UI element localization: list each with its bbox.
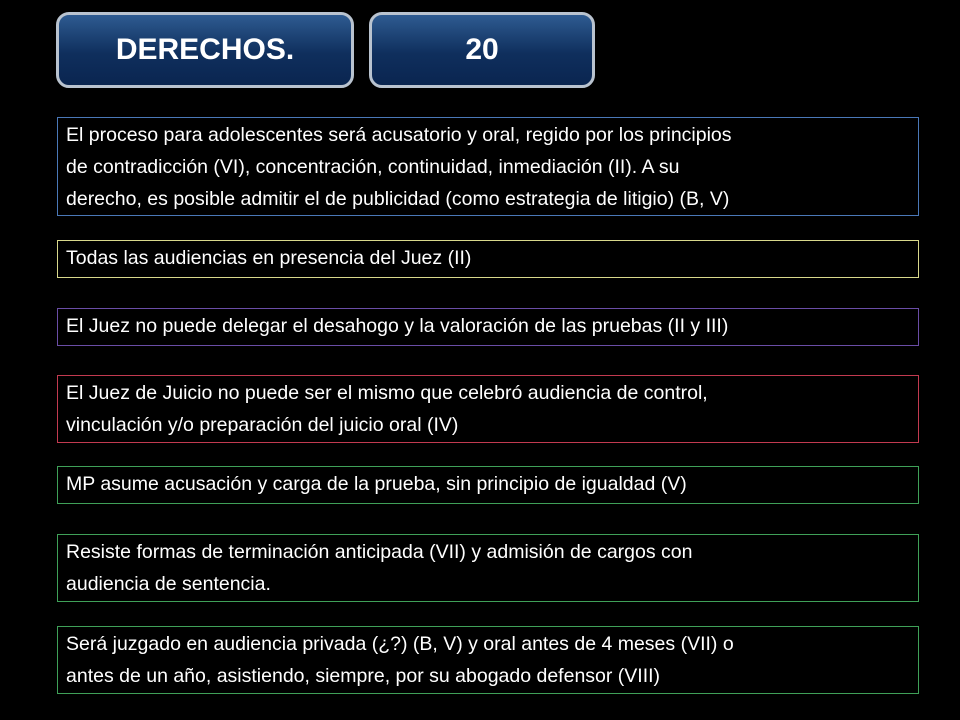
number-label: 20	[465, 33, 499, 66]
title-label: DERECHOS.	[115, 33, 295, 66]
text-box-early-termination: Resiste formas de terminación anticipada (VII) y admisión de cargos con audiencia de sentencia.	[57, 534, 919, 602]
number-button	[369, 12, 595, 88]
text-box-private-hearing: Será juzgado en audiencia privada (¿?) (B, V) y oral antes de 4 meses (VII) o antes de un año, asistiendo, siempre, por su abogado defensor (VIII)	[57, 626, 919, 694]
text-box-hearings: Todas las audiencias en presencia del Juez (II)	[57, 240, 919, 278]
text-box-process: El proceso para adolescentes será acusatorio y oral, regido por los principios de contradicción (VI), concentración, continuidad, inmediación (II). A su derecho, es posible admitir el de publicidad (como estrategia de litigio) (B, V)	[57, 117, 919, 216]
title-button	[56, 12, 354, 88]
text-box-judge-delegation: El Juez no puede delegar el desahogo y la valoración de las pruebas (II y III)	[57, 308, 919, 346]
text-box-trial-judge: El Juez de Juicio no puede ser el mismo que celebró audiencia de control, vinculación y/o preparación del juicio oral (IV)	[57, 375, 919, 443]
text-box-mp-accusation: MP asume acusación y carga de la prueba, sin principio de igualdad (V)	[57, 466, 919, 504]
